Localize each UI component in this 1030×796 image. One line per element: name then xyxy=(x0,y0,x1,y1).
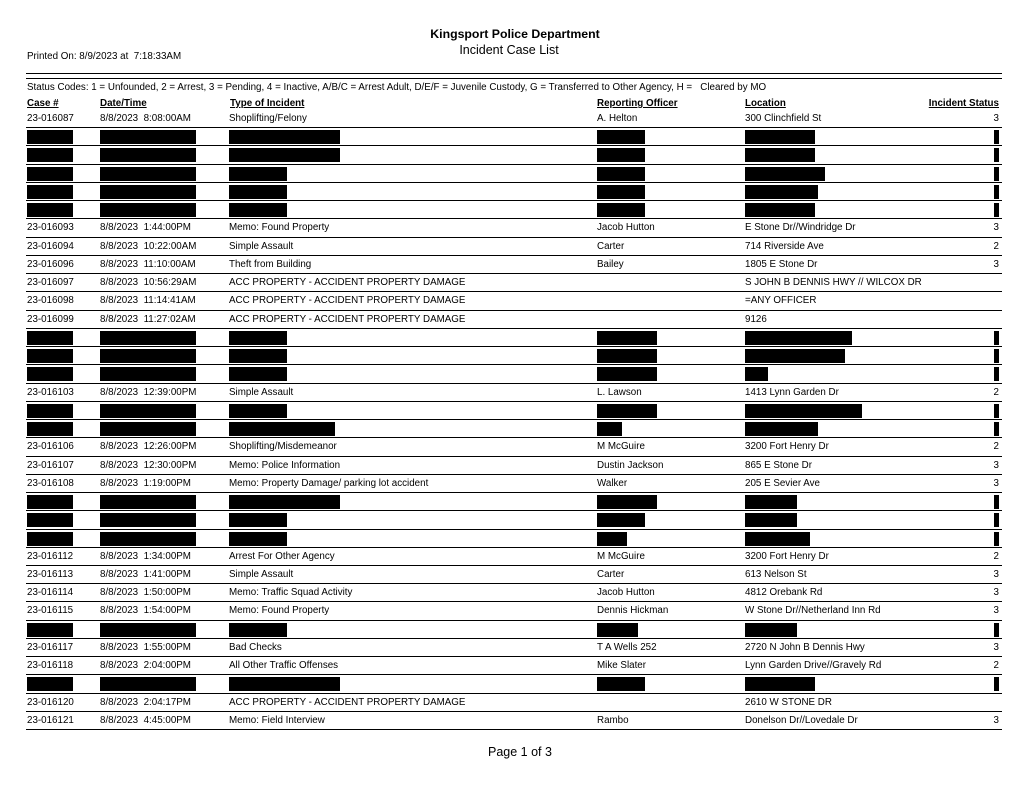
case-number: 23-016106 xyxy=(27,441,74,453)
redaction-bar xyxy=(597,331,657,345)
incident-location: 4812 Orebank Rd xyxy=(745,587,823,599)
incident-datetime: 8/8/2023 12:26:00PM xyxy=(100,441,197,453)
case-number: 23-016093 xyxy=(27,222,74,234)
case-number: 23-016115 xyxy=(27,605,74,617)
incident-status: 3 xyxy=(993,714,999,726)
redacted-row xyxy=(26,183,1002,201)
table-row xyxy=(26,639,1002,657)
printed-on-timestamp: Printed On: 8/9/2023 at 7:18:33AM xyxy=(27,51,182,62)
redaction-bar xyxy=(994,130,999,144)
redaction-bar xyxy=(597,422,622,436)
incident-datetime: 8/8/2023 1:41:00PM xyxy=(100,569,191,580)
table-row xyxy=(26,584,1002,602)
column-header-case: Case # xyxy=(27,98,59,109)
incident-type: ACC PROPERTY - ACCIDENT PROPERTY DAMAGE xyxy=(229,696,466,708)
redaction-bar xyxy=(100,148,196,162)
incident-type: Shoplifting/Misdemeanor xyxy=(229,441,337,453)
redaction-bar xyxy=(27,185,73,199)
redaction-bar xyxy=(27,422,73,436)
incident-status: 3 xyxy=(993,587,999,599)
table-row xyxy=(26,238,1002,256)
redaction-bar xyxy=(597,367,657,381)
redaction-bar xyxy=(100,422,196,436)
table-row xyxy=(26,566,1002,584)
case-number: 23-016096 xyxy=(27,258,74,270)
redaction-bar xyxy=(745,185,818,199)
incident-datetime: 8/8/2023 4:45:00PM xyxy=(100,714,191,726)
table-row xyxy=(26,219,1002,237)
redaction-bar xyxy=(745,532,810,546)
redaction-bar xyxy=(994,148,999,162)
case-number: 23-016108 xyxy=(27,477,74,489)
incident-status: 2 xyxy=(993,240,999,252)
redaction-bar xyxy=(994,349,999,363)
redacted-row xyxy=(26,146,1002,164)
redacted-row xyxy=(26,493,1002,511)
reporting-officer: M McGuire xyxy=(597,550,645,562)
reporting-officer: Dennis Hickman xyxy=(597,605,669,617)
incident-datetime: 8/8/2023 1:50:00PM xyxy=(100,587,191,599)
incident-type: Memo: Found Property xyxy=(229,605,330,617)
redaction-bar xyxy=(597,532,627,546)
redaction-bar xyxy=(100,367,196,381)
redaction-bar xyxy=(994,167,999,181)
report-title: Incident Case List xyxy=(459,43,559,57)
table-row xyxy=(26,110,1002,128)
incident-datetime: 8/8/2023 1:34:00PM xyxy=(100,550,191,562)
reporting-officer: Bailey xyxy=(597,258,624,270)
table-row xyxy=(26,475,1002,493)
redacted-row xyxy=(26,530,1002,548)
redaction-bar xyxy=(229,331,287,345)
redaction-bar xyxy=(994,185,999,199)
redaction-bar xyxy=(229,130,340,144)
redaction-bar xyxy=(229,148,340,162)
incident-datetime: 8/8/2023 11:27:02AM xyxy=(100,313,196,325)
incident-type: ACC PROPERTY - ACCIDENT PROPERTY DAMAGE xyxy=(229,295,466,307)
redaction-bar xyxy=(229,677,340,691)
redaction-bar xyxy=(994,422,999,436)
incident-datetime: 8/8/2023 12:30:00PM xyxy=(100,459,197,471)
redaction-bar xyxy=(597,167,645,181)
incident-status: 3 xyxy=(993,222,999,234)
table-row xyxy=(26,292,1002,310)
redaction-bar xyxy=(229,367,287,381)
incident-status: 2 xyxy=(993,386,999,398)
redaction-bar xyxy=(100,495,196,509)
incident-status: 3 xyxy=(993,477,999,489)
redaction-bar xyxy=(229,349,287,363)
header-divider-top xyxy=(26,73,1002,75)
status-codes-legend: Status Codes: 1 = Unfounded, 2 = Arrest, 3 = Pending, 4 = Inactive, A/B/C = Arrest Adult, D/E/F = Juvenile Custody, G = Transferred to Other Agency, H = Cleared by MO xyxy=(27,82,767,93)
incident-datetime: 8/8/2023 2:04:17PM xyxy=(100,696,191,708)
case-number: 23-016121 xyxy=(27,714,74,726)
incident-datetime: 8/8/2023 12:39:00PM xyxy=(100,386,197,398)
redaction-bar xyxy=(745,167,825,181)
case-number: 23-016120 xyxy=(27,696,74,708)
redaction-bar xyxy=(597,623,638,637)
incident-location: 2720 N John B Dennis Hwy xyxy=(745,641,865,653)
redaction-bar xyxy=(745,130,815,144)
redaction-bar xyxy=(229,532,287,546)
case-number: 23-016087 xyxy=(27,113,74,124)
redaction-bar xyxy=(27,623,73,637)
incident-type: Theft from Building xyxy=(229,258,312,270)
incident-type: All Other Traffic Offenses xyxy=(229,660,339,672)
incident-type: Memo: Property Damage/ parking lot accident xyxy=(229,477,429,489)
table-row xyxy=(26,274,1002,292)
redaction-bar xyxy=(745,331,852,345)
header-divider-bottom xyxy=(26,78,1002,79)
redaction-bar xyxy=(745,203,815,217)
column-header-officer: Reporting Officer xyxy=(597,98,678,109)
redaction-bar xyxy=(229,404,287,418)
redaction-bar xyxy=(27,331,73,345)
case-number: 23-016112 xyxy=(27,550,74,562)
incident-type: Simple Assault xyxy=(229,386,294,398)
reporting-officer: L. Lawson xyxy=(597,386,642,398)
redaction-bar xyxy=(100,130,196,144)
redaction-bar xyxy=(597,677,645,691)
redaction-bar xyxy=(229,422,335,436)
redaction-bar xyxy=(229,513,287,527)
redacted-row xyxy=(26,675,1002,693)
column-header-status: Incident Status xyxy=(928,98,999,109)
redaction-bar xyxy=(100,185,196,199)
redacted-row xyxy=(26,165,1002,183)
incident-type: Arrest For Other Agency xyxy=(229,550,335,562)
reporting-officer: Carter xyxy=(597,569,625,580)
redaction-bar xyxy=(745,495,797,509)
redaction-bar xyxy=(597,404,657,418)
incident-type: Memo: Police Information xyxy=(229,459,341,471)
incident-location: 1805 E Stone Dr xyxy=(745,258,818,270)
redaction-bar xyxy=(27,495,73,509)
column-header-type: Type of Incident xyxy=(230,98,305,109)
incident-location: 3200 Fort Henry Dr xyxy=(745,550,829,562)
redaction-bar xyxy=(745,148,815,162)
redaction-bar xyxy=(994,404,999,418)
reporting-officer: Carter xyxy=(597,240,625,252)
redaction-bar xyxy=(100,623,196,637)
redaction-bar xyxy=(597,148,645,162)
redaction-bar xyxy=(100,331,196,345)
redaction-bar xyxy=(100,677,196,691)
incident-location: E Stone Dr//Windridge Dr xyxy=(745,222,856,234)
incident-location: 205 E Sevier Ave xyxy=(745,477,820,489)
incident-status: 2 xyxy=(993,660,999,672)
incident-location: W Stone Dr//Netherland Inn Rd xyxy=(745,605,881,617)
incident-status: 3 xyxy=(993,569,999,580)
redaction-bar xyxy=(27,349,73,363)
redacted-row xyxy=(26,128,1002,146)
redaction-bar xyxy=(994,532,999,546)
redaction-bar xyxy=(100,167,196,181)
incident-location: 3200 Fort Henry Dr xyxy=(745,441,829,453)
redacted-row xyxy=(26,347,1002,365)
incident-datetime: 8/8/2023 11:10:00AM xyxy=(100,258,196,270)
redacted-row xyxy=(26,621,1002,639)
incident-location: 613 Nelson St xyxy=(745,569,807,580)
redaction-bar xyxy=(27,130,73,144)
case-number: 23-016113 xyxy=(27,569,74,580)
incident-status: 3 xyxy=(993,459,999,471)
redaction-bar xyxy=(27,404,73,418)
redacted-row xyxy=(26,420,1002,438)
table-row xyxy=(26,256,1002,274)
incident-location: 865 E Stone Dr xyxy=(745,459,812,471)
incident-datetime: 8/8/2023 1:19:00PM xyxy=(100,477,191,489)
incident-datetime: 8/8/2023 2:04:00PM xyxy=(100,660,191,672)
incident-type: ACC PROPERTY - ACCIDENT PROPERTY DAMAGE xyxy=(229,277,466,289)
department-name: Kingsport Police Department xyxy=(430,27,600,41)
redaction-bar xyxy=(27,367,73,381)
redaction-bar xyxy=(597,203,645,217)
reporting-officer: Walker xyxy=(597,477,628,489)
redaction-bar xyxy=(994,203,999,217)
reporting-officer: Rambo xyxy=(597,714,629,726)
redaction-bar xyxy=(745,677,815,691)
redaction-bar xyxy=(994,513,999,527)
incident-location: Donelson Dr//Lovedale Dr xyxy=(745,714,858,726)
redaction-bar xyxy=(27,677,73,691)
redaction-bar xyxy=(229,203,287,217)
redaction-bar xyxy=(994,367,999,381)
incident-status: 2 xyxy=(993,550,999,562)
table-row xyxy=(26,712,1002,730)
redacted-row xyxy=(26,365,1002,383)
table-row xyxy=(26,548,1002,566)
incident-status: 2 xyxy=(993,441,999,453)
redacted-row xyxy=(26,402,1002,420)
incident-type: Memo: Traffic Squad Activity xyxy=(229,587,353,599)
incident-location: =ANY OFFICER xyxy=(745,295,817,307)
case-number: 23-016094 xyxy=(27,240,74,252)
incident-type: Bad Checks xyxy=(229,641,282,653)
incident-type: Simple Assault xyxy=(229,240,294,252)
redaction-bar xyxy=(994,495,999,509)
incident-status: 3 xyxy=(993,605,999,617)
table-row xyxy=(26,602,1002,620)
case-number: 23-016118 xyxy=(27,660,74,672)
incident-location: 1413 Lynn Garden Dr xyxy=(745,386,839,398)
redaction-bar xyxy=(100,513,196,527)
redaction-bar xyxy=(597,495,657,509)
incident-datetime: 8/8/2023 1:55:00PM xyxy=(100,641,191,653)
table-row xyxy=(26,311,1002,329)
incident-type: Shoplifting/Felony xyxy=(229,113,307,124)
reporting-officer: A. Helton xyxy=(597,113,638,124)
incident-datetime: 8/8/2023 1:54:00PM xyxy=(100,605,191,617)
redaction-bar xyxy=(597,185,645,199)
case-number: 23-016103 xyxy=(27,386,74,398)
redaction-bar xyxy=(994,623,999,637)
incident-status: 3 xyxy=(993,113,999,124)
incident-status: 3 xyxy=(993,641,999,653)
incident-location: Lynn Garden Drive//Gravely Rd xyxy=(745,660,882,672)
redaction-bar xyxy=(745,404,862,418)
incident-status: 3 xyxy=(993,258,999,270)
page-number: Page 1 of 3 xyxy=(488,745,552,759)
incident-location: 300 Clinchfield St xyxy=(745,113,822,124)
column-header-datetime: Date/Time xyxy=(100,98,147,109)
incident-datetime: 8/8/2023 1:44:00PM xyxy=(100,222,191,234)
redacted-row xyxy=(26,329,1002,347)
incident-type: Memo: Field Interview xyxy=(229,714,325,726)
redaction-bar xyxy=(27,532,73,546)
column-header-location: Location xyxy=(745,98,786,109)
redaction-bar xyxy=(229,167,287,181)
reporting-officer: Jacob Hutton xyxy=(597,587,655,599)
case-number: 23-016114 xyxy=(27,587,74,599)
redaction-bar xyxy=(745,513,797,527)
redaction-bar xyxy=(100,349,196,363)
case-number: 23-016107 xyxy=(27,459,74,471)
redaction-bar xyxy=(27,167,73,181)
incident-location: 2610 W STONE DR xyxy=(745,696,832,708)
table-row xyxy=(26,457,1002,475)
incident-datetime: 8/8/2023 8:08:00AM xyxy=(100,113,191,124)
incident-location: 9126 xyxy=(745,313,767,325)
case-number: 23-016098 xyxy=(27,295,74,307)
reporting-officer: Dustin Jackson xyxy=(597,459,664,471)
redaction-bar xyxy=(229,495,340,509)
redacted-row xyxy=(26,201,1002,219)
incident-type: Simple Assault xyxy=(229,569,294,580)
redaction-bar xyxy=(745,422,818,436)
redaction-bar xyxy=(994,331,999,345)
table-row xyxy=(26,657,1002,675)
redaction-bar xyxy=(27,203,73,217)
table-row xyxy=(26,694,1002,712)
table-row xyxy=(26,438,1002,456)
redaction-bar xyxy=(100,203,196,217)
redacted-row xyxy=(26,511,1002,529)
incident-location: S JOHN B DENNIS HWY // WILCOX DR xyxy=(745,277,922,289)
table-row xyxy=(26,384,1002,402)
case-number: 23-016117 xyxy=(27,641,74,653)
case-number: 23-016097 xyxy=(27,277,74,289)
reporting-officer: Mike Slater xyxy=(597,660,646,672)
redaction-bar xyxy=(745,349,845,363)
incident-type: ACC PROPERTY - ACCIDENT PROPERTY DAMAGE xyxy=(229,313,466,325)
redaction-bar xyxy=(27,148,73,162)
incident-location: 714 Riverside Ave xyxy=(745,240,824,252)
reporting-officer: T A Wells 252 xyxy=(597,641,657,653)
incident-datetime: 8/8/2023 10:56:29AM xyxy=(100,277,197,289)
redaction-bar xyxy=(994,677,999,691)
reporting-officer: M McGuire xyxy=(597,441,645,453)
incident-datetime: 8/8/2023 10:22:00AM xyxy=(100,240,197,252)
redaction-bar xyxy=(27,513,73,527)
incident-datetime: 8/8/2023 11:14:41AM xyxy=(100,295,196,307)
redaction-bar xyxy=(229,623,287,637)
redaction-bar xyxy=(100,404,196,418)
redaction-bar xyxy=(229,185,287,199)
redaction-bar xyxy=(745,623,797,637)
case-number: 23-016099 xyxy=(27,313,74,325)
redaction-bar xyxy=(597,130,645,144)
redaction-bar xyxy=(100,532,196,546)
redaction-bar xyxy=(745,367,768,381)
redaction-bar xyxy=(597,513,645,527)
redaction-bar xyxy=(597,349,657,363)
incident-type: Memo: Found Property xyxy=(229,222,330,234)
reporting-officer: Jacob Hutton xyxy=(597,222,655,234)
